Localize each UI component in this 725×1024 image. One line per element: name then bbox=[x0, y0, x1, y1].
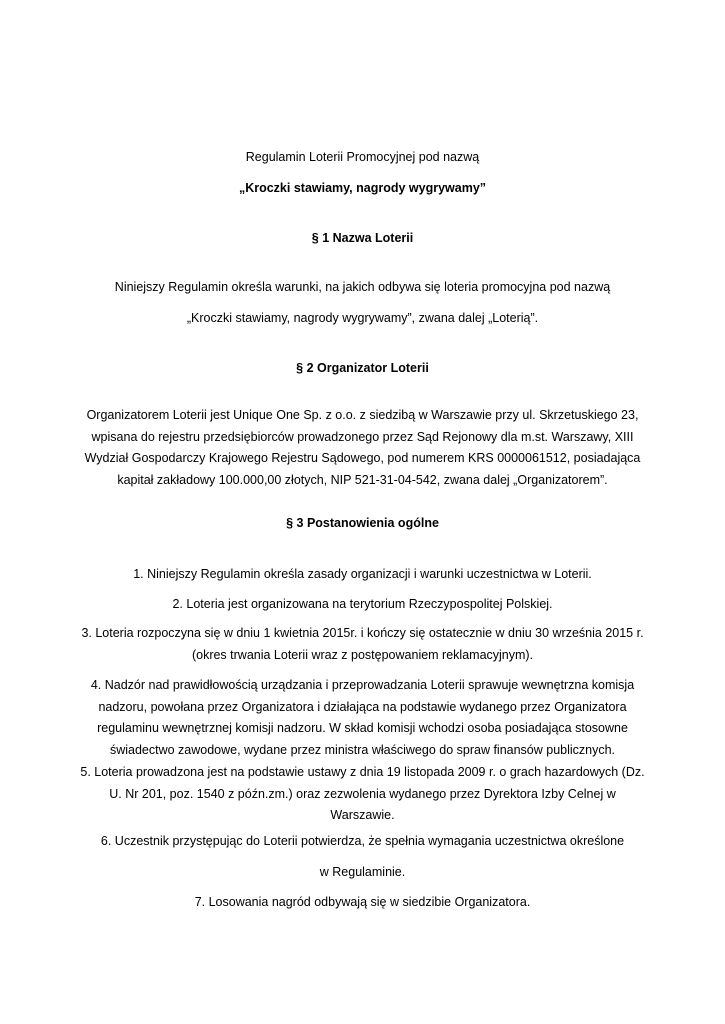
document-title: Regulamin Loterii Promocyjnej pod nazwą bbox=[245, 150, 480, 164]
section-2-line: kapitał zakładowy 100.000,00 złotych, NIP 521-31-04-542, zwana dalej „Organizatorem”. bbox=[117, 472, 608, 487]
list-item-line: świadectwo zawodowe, wydane przez ministra właściwego do spraw finansów publicznych. bbox=[109, 742, 616, 757]
list-item bbox=[60, 675, 665, 761]
list-item: 7. Losowania nagród odbywają się w siedzibie Organizatora. bbox=[194, 895, 531, 909]
list-item-line: (okres trwania Loterii wraz z postępowaniem reklamacyjnym). bbox=[191, 647, 534, 662]
list-item: 2. Loteria jest organizowana na terytorium Rzeczypospolitej Polskiej. bbox=[172, 597, 553, 611]
document-subtitle: „Kroczki stawiamy, nagrody wygrywamy” bbox=[238, 181, 487, 195]
section-3-heading: § 3 Postanowienia ogólne bbox=[286, 516, 439, 530]
list-item: w Regulaminie. bbox=[319, 865, 406, 879]
section-2-line: wpisana do rejestru przedsiębiorców prowadzonego przez Sąd Rejonowy dla m.st. Warszawy, XIII bbox=[91, 429, 634, 444]
list-item-line: Warszawie. bbox=[330, 808, 395, 822]
list-item-line: 3. Loteria rozpoczyna się w dniu 1 kwietnia 2015r. i kończy się ostatecznie w dniu 30 września 2015 r. bbox=[81, 626, 644, 640]
section-2-paragraph bbox=[60, 405, 665, 491]
section-2-line: Wydział Gospodarczy Krajowego Rejestru Sądowego, pod numerem KRS 0000061512, posiadająca bbox=[84, 451, 641, 465]
section-1-line: Niniejszy Regulamin określa warunki, na jakich odbywa się loteria promocyjna pod nazwą bbox=[114, 280, 611, 294]
list-item-line: 5. Loteria prowadzona jest na podstawie ustawy z dnia 19 listopada 2009 r. o grach hazardowych (Dz. bbox=[80, 765, 645, 779]
list-item-line: U. Nr 201, poz. 1540 z późn.zm.) oraz zezwolenia wydanego przez Dyrektora Izby Celnej w bbox=[109, 786, 616, 801]
list-item bbox=[60, 623, 665, 666]
section-2-line: Organizatorem Loterii jest Unique One Sp. z o.o. z siedzibą w Warszawie przy ul. Skrzetuskiego 23, bbox=[86, 408, 639, 422]
list-item bbox=[60, 762, 665, 827]
section-1-line: „Kroczki stawiamy, nagrody wygrywamy”, zwana dalej „Loterią”. bbox=[186, 311, 539, 325]
list-item: 1. Niniejszy Regulamin określa zasady organizacji i warunki uczestnictwa w Loterii. bbox=[133, 567, 592, 581]
section-1-heading: § 1 Nazwa Loterii bbox=[311, 231, 414, 245]
list-item: 6. Uczestnik przystępując do Loterii potwierdza, że spełnia wymagania uczestnictwa określone bbox=[100, 834, 625, 848]
section-2-heading: § 2 Organizator Loterii bbox=[296, 361, 429, 375]
list-item-line: nadzoru, powołana przez Organizatora i działająca na podstawie wydanego przez Organizatora bbox=[98, 699, 627, 714]
list-item-line: regulaminu wewnętrznej komisji nadzoru. W skład komisji wchodzi osoba posiadająca stosowne bbox=[97, 721, 628, 735]
list-item-line: 4. Nadzór nad prawidłowością urządzania i przeprowadzania Loterii sprawuje wewnętrzna komisja bbox=[90, 678, 635, 692]
